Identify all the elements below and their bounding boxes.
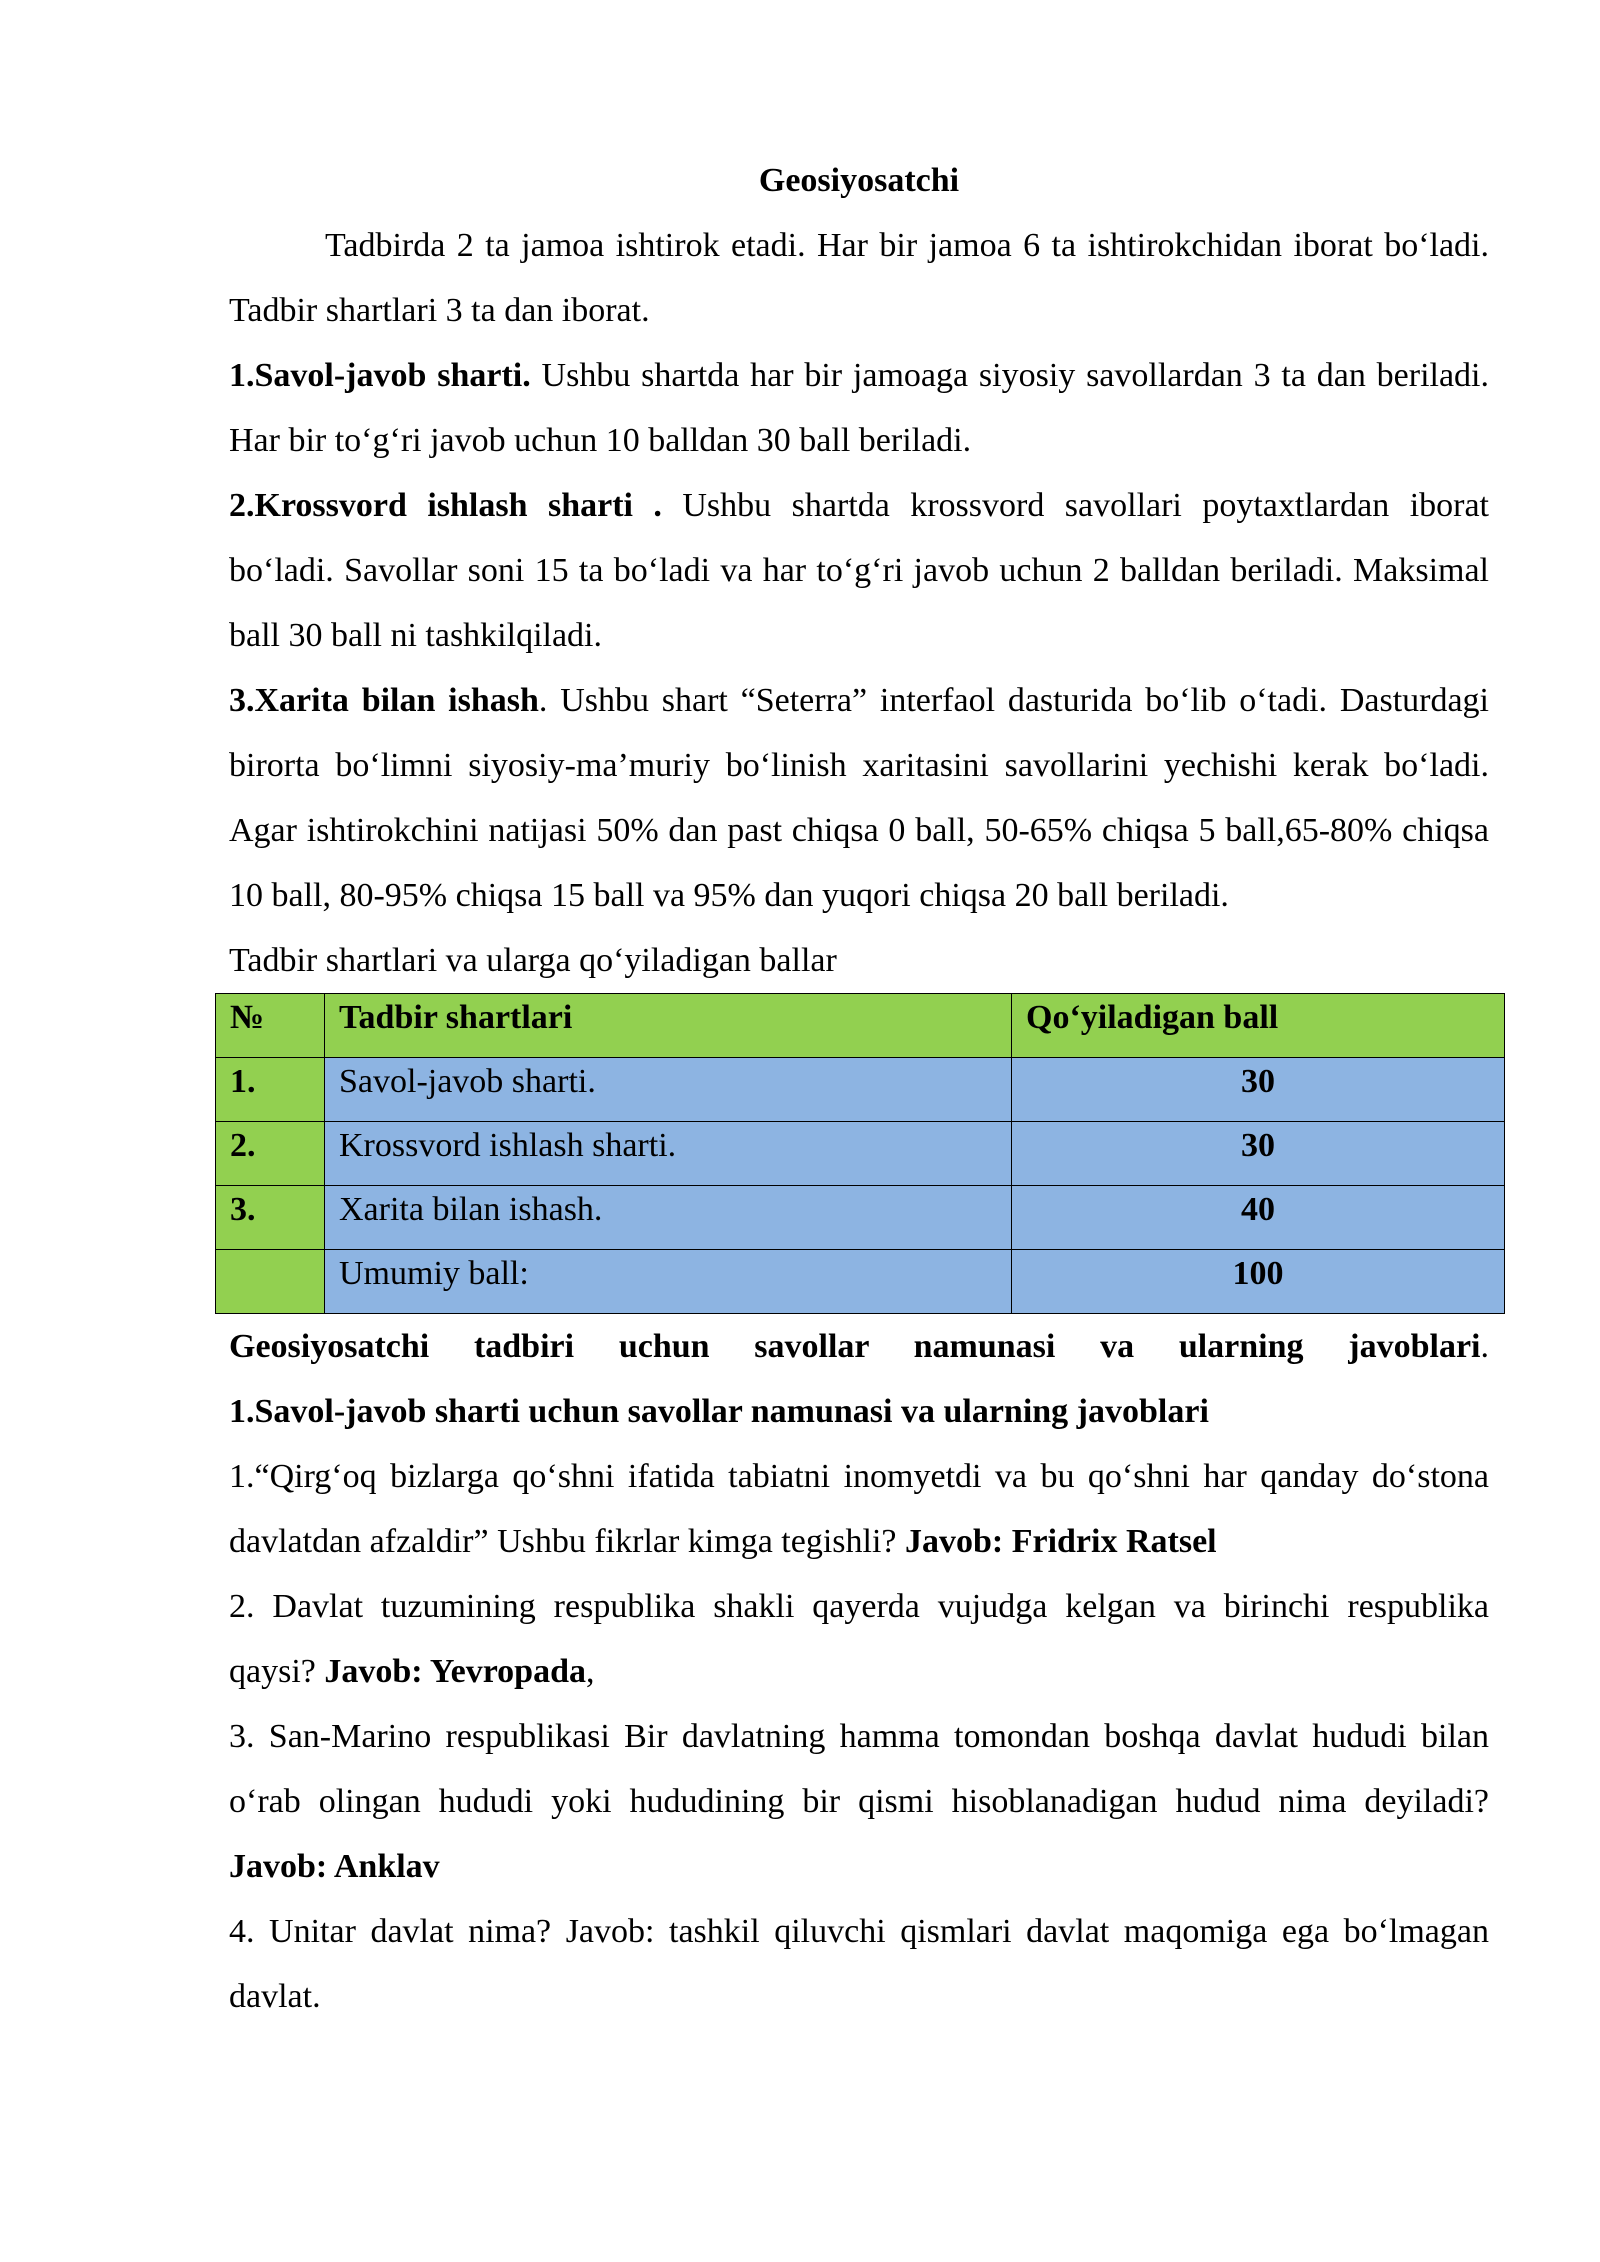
question-3 xyxy=(229,1704,1489,1899)
sub-heading xyxy=(229,1379,1489,1444)
question-3-answer: Javob: Anklav xyxy=(229,1848,440,1885)
row-points: 100 xyxy=(1012,1250,1505,1314)
intro-paragraph: Tadbirda 2 ta jamoa ishtirok etadi. Har bir jamoa 6 ta ishtirokchidan iborat bo‘ladi. Tadbir shartlari 3 ta dan iborat. xyxy=(229,227,1489,329)
rule-1-text: Ushbu shartda har bir jamoaga siyosiy savollardan 3 ta dan beriladi. Har bir to‘g‘ri javob uchun 10 balldan 30 ball beriladi. xyxy=(229,357,1490,459)
question-2-text: 2. Davlat tuzumining respublika shakli qayerda vujudga kelgan va birinchi respublika qaysi? xyxy=(229,1588,1489,1690)
question-1-answer: Javob: Fridrix Ratsel xyxy=(904,1523,1217,1560)
document-title: Geosiyosatchi xyxy=(758,162,960,199)
table-total-row xyxy=(216,1250,1505,1314)
header-points: Qo‘yiladigan ball xyxy=(1012,994,1505,1058)
row-condition: Umumiy ball: xyxy=(325,1250,1012,1314)
rule-1-paragraph xyxy=(229,343,1489,473)
section-heading-period: . xyxy=(1480,1328,1489,1365)
row-points: 30 xyxy=(1012,1058,1505,1122)
question-4: 4. Unitar davlat nima? Javob: tashkil qiluvchi qismlari davlat maqomiga ega bo‘lmagan davlat. xyxy=(229,1913,1489,2015)
row-points: 30 xyxy=(1012,1122,1505,1186)
document-page xyxy=(229,148,1489,2029)
row-number: 2. xyxy=(216,1122,325,1186)
question-2-answer: Javob: Yevropada xyxy=(324,1653,586,1690)
table-header-row xyxy=(216,994,1505,1058)
section-heading xyxy=(229,1314,1489,1379)
rule-2-heading: 2.Krossvord ishlash sharti . xyxy=(229,487,662,524)
sub-heading-text: 1.Savol-javob sharti uchun savollar namunasi va ularning javoblari xyxy=(229,1393,1209,1430)
question-2 xyxy=(229,1574,1489,1704)
row-condition: Savol-javob sharti. xyxy=(325,1058,1012,1122)
row-points: 40 xyxy=(1012,1186,1505,1250)
row-number: 1. xyxy=(216,1058,325,1122)
table-row xyxy=(216,1058,1505,1122)
question-3-text: 3. San-Marino respublikasi Bir davlatning hamma tomondan boshqa davlat hududi bilan o‘rab olingan hududi yoki hududining bir qismi hisoblanadigan hudud nima deyiladi? xyxy=(229,1718,1489,1820)
row-number: 3. xyxy=(216,1186,325,1250)
rule-3-paragraph xyxy=(229,668,1489,928)
row-condition: Krossvord ishlash sharti. xyxy=(325,1122,1012,1186)
table-row xyxy=(216,1122,1505,1186)
row-condition: Xarita bilan ishash. xyxy=(325,1186,1012,1250)
rule-3-heading: 3.Xarita bilan ishash xyxy=(229,682,539,719)
table-row xyxy=(216,1186,1505,1250)
table-caption: Tadbir shartlari va ularga qo‘yiladigan ballar xyxy=(229,942,837,979)
question-2-comma: , xyxy=(586,1653,595,1690)
question-1 xyxy=(229,1444,1489,1574)
rule-2-text: Ushbu shartda krossvord savollari poytaxtlardan iborat bo‘ladi. Savollar soni 15 ta bo‘ladi va har to‘g‘ri javob uchun 2 balldan beriladi. Maksimal ball 30 ball ni tashkilqiladi. xyxy=(229,487,1490,654)
question-1-text: 1.“Qirg‘oq bizlarga qo‘shni ifatida tabiatni inomyetdi va bu qo‘shni har qanday do‘stona davlatdan afzaldir” Ushbu fikrlar kimga tegishli? xyxy=(229,1458,1489,1560)
header-number: № xyxy=(216,994,325,1058)
rule-1-heading: 1.Savol-javob sharti. xyxy=(229,357,531,394)
rule-2-paragraph xyxy=(229,473,1489,668)
row-number xyxy=(216,1250,325,1314)
section-heading-text: Geosiyosatchi tadbiri uchun savollar namunasi va ularning javoblari xyxy=(229,1328,1481,1365)
points-table xyxy=(215,993,1505,1314)
header-condition: Tadbir shartlari xyxy=(325,994,1012,1058)
rule-3-text: . Ushbu shart “Seterra” interfaol dasturida bo‘lib o‘tadi. Dasturdagi birorta bo‘limni siyosiy-ma’muriy bo‘linish xaritasini savollarini yechishi kerak bo‘ladi. Agar ishtirokchini natijasi 50% dan past chiqsa 0 ball, 50-65% chiqsa 5 ball,65-80% chiqsa 10 ball, 80-95% chiqsa 15 ball va 95% dan yuqori chiqsa 20 ball beriladi. xyxy=(229,682,1489,914)
